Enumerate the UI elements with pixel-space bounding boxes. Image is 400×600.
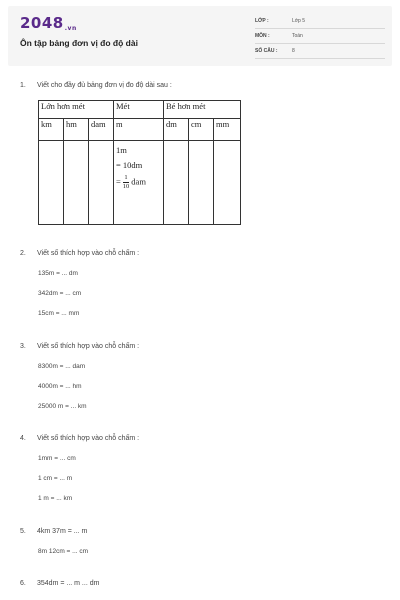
question-6-number: 6. <box>20 580 26 587</box>
question-3-number: 3. <box>20 343 26 350</box>
meta-class-label: LỚP : <box>255 18 269 24</box>
unit-cm: cm <box>189 119 214 141</box>
cell-hm[interactable] <box>64 141 89 225</box>
unit-km: km <box>39 119 64 141</box>
question-2 <box>20 250 139 257</box>
question-5-number: 5. <box>20 528 26 535</box>
worksheet-header <box>8 6 392 66</box>
unit-m: m <box>114 119 164 141</box>
question-4-item-1: 1mm = ... cm <box>38 455 76 462</box>
meta-subject-value: Toán <box>292 33 303 39</box>
question-5-item-1: 8m 12cm = ... cm <box>38 548 89 555</box>
unit-dam: dam <box>89 119 114 141</box>
header-larger-than-meter: Lớn hơn mét <box>39 101 114 119</box>
cell-dam[interactable] <box>89 141 114 225</box>
question-5-text: 4km 37m = ... m <box>37 528 88 535</box>
question-1-number: 1. <box>20 82 26 89</box>
question-2-item-3: 15cm = ... mm <box>38 310 80 317</box>
fraction-denominator: 10 <box>122 183 130 190</box>
question-6-text: 354dm = ... m ... dm <box>37 580 100 587</box>
unit-mm: mm <box>214 119 241 141</box>
meta-subject <box>255 33 385 44</box>
meta-question-count-value: 8 <box>292 48 295 54</box>
question-3-text: Viết số thích hợp vào chỗ chấm : <box>37 343 140 350</box>
question-3-item-3: 25000 m = ... km <box>38 403 87 410</box>
fraction-numerator: 1 <box>124 174 128 181</box>
cell-dm[interactable] <box>164 141 189 225</box>
question-2-text: Viết số thích hợp vào chỗ chấm : <box>37 250 140 257</box>
length-unit-table <box>38 100 241 225</box>
question-6 <box>20 580 99 587</box>
meta-subject-label: MÔN : <box>255 33 270 39</box>
unit-hm: hm <box>64 119 89 141</box>
meta-class <box>255 18 385 29</box>
question-5 <box>20 528 87 535</box>
question-1 <box>20 82 172 89</box>
question-3-item-1: 8300m = ... dam <box>38 363 86 370</box>
logo-suffix: .vn <box>64 25 77 32</box>
meta-question-count <box>255 48 385 59</box>
cell-cm[interactable] <box>189 141 214 225</box>
meter-line-1: 1m <box>116 145 127 155</box>
question-4-item-3: 1 m = ... km <box>38 495 73 502</box>
cell-m <box>114 141 164 225</box>
meter-line-3-unit: dam <box>131 176 146 187</box>
question-4-text: Viết số thích hợp vào chỗ chấm : <box>37 435 140 442</box>
unit-dm: dm <box>164 119 189 141</box>
question-2-number: 2. <box>20 250 26 257</box>
question-2-item-1: 135m = ... dm <box>38 270 78 277</box>
meter-line-2: = 10dm <box>116 160 143 170</box>
question-1-text: Viết cho đầy đủ bảng đơn vị đo độ dài sau : <box>37 82 172 89</box>
question-4-number: 4. <box>20 435 26 442</box>
cell-mm[interactable] <box>214 141 241 225</box>
header-meter: Mét <box>114 101 164 119</box>
question-4 <box>20 435 139 442</box>
meter-line-3 <box>116 174 161 191</box>
question-3-item-2: 4000m = ... hm <box>38 383 82 390</box>
fraction-one-tenth <box>123 174 130 191</box>
cell-km[interactable] <box>39 141 64 225</box>
question-2-item-2: 342dm = ... cm <box>38 290 82 297</box>
site-logo[interactable]: 2048.vn <box>20 14 77 32</box>
question-3 <box>20 343 139 350</box>
meter-line-3-prefix: = <box>116 176 121 187</box>
header-smaller-than-meter: Bé hơn mét <box>164 101 241 119</box>
worksheet-title: Ôn tập bảng đơn vị đo độ dài <box>20 38 138 48</box>
question-4-item-2: 1 cm = ... m <box>38 475 73 482</box>
meta-class-value: Lớp 5 <box>292 18 306 24</box>
meta-question-count-label: SỐ CÂU : <box>255 48 278 54</box>
